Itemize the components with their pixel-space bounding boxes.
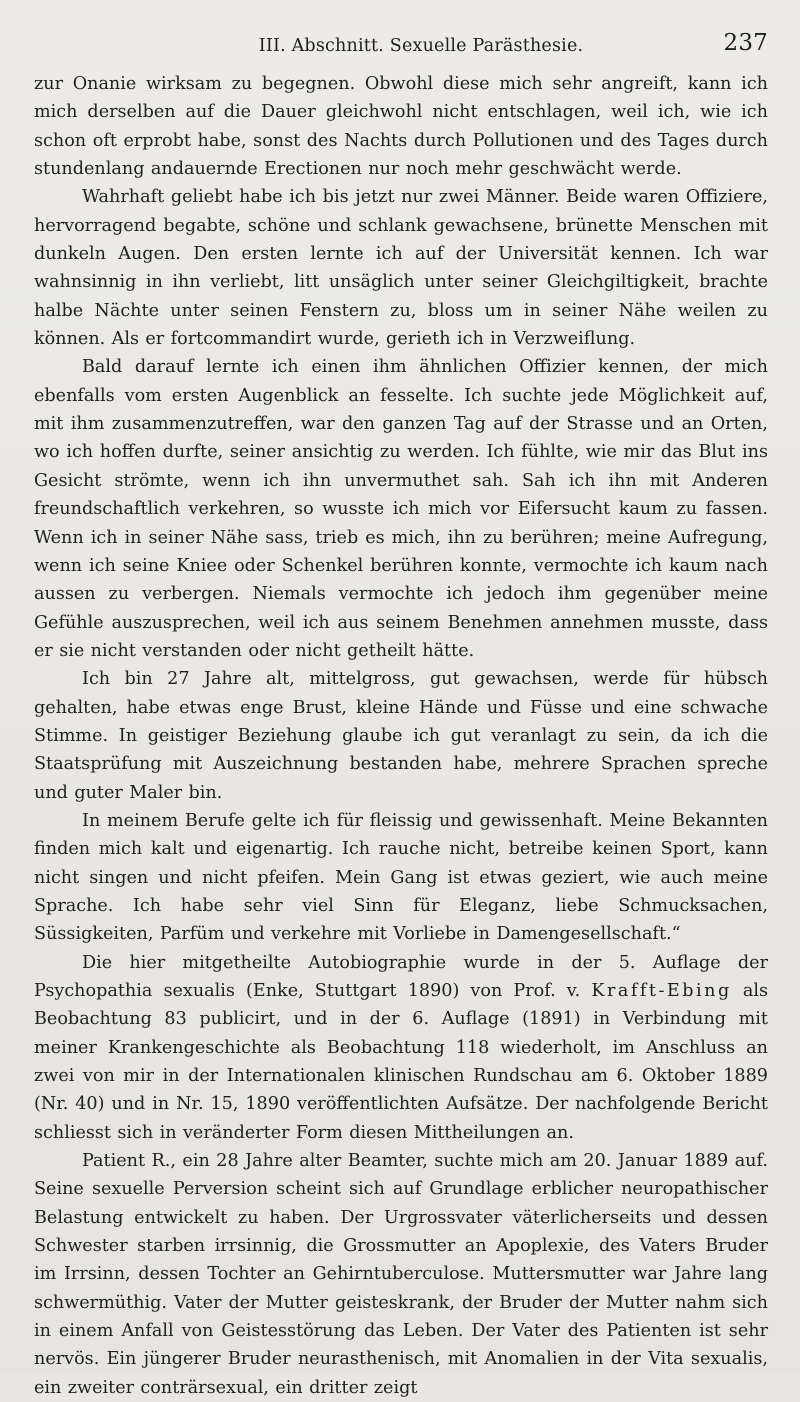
paragraph: Bald darauf lernte ich einen ihm ähnlichen Offizier kennen, der mich ebenfalls vom ersten Augenblick an fesselte. Ich suchte jede Möglichkeit auf, mit ihm zusammenzutreffen, war den ganzen Tag auf der Strasse und an Orten, wo ich hoffen durfte, seiner ansichtig zu werden. Ich fühlte, wie mir das Blut ins Gesicht strömte, wenn ich ihn unvermuthet sah. Sah ich ihn mit Anderen freundschaftlich verkehren, so wusste ich mich vor Eifersucht kaum zu fassen. Wenn ich in seiner Nähe sass, trieb es mich, ihn zu berühren; meine Aufregung, wenn ich seine Kniee oder Schenkel berühren konnte, vermochte ich kaum nach aussen zu verbergen. Niemals vermochte ich jedoch ihm gegenüber meine Gefühle auszusprechen, weil ich aus seinem Benehmen annehmen musste, dass er sie nicht verstanden oder nicht getheilt hätte. bbox=[34, 357, 768, 661]
author-name: Krafft-Ebing bbox=[591, 981, 732, 1001]
paragraph: Wahrhaft geliebt habe ich bis jetzt nur zwei Männer. Beide waren Offiziere, hervorragend begabte, schöne und schlank gewachsene, brünette Menschen mit dunkeln Augen. Den ersten lernte ich auf der Universität kennen. Ich war wahnsinnig in ihn verliebt, litt unsäglich unter seiner Gleichgiltigkeit, brachte halbe Nächte unter seinen Fenstern zu, bloss um in seiner Nähe weilen zu können. Als er fortcommandirt wurde, gerieth ich in Verzweiflung. bbox=[34, 187, 768, 350]
patient-paragraph: Patient R., ein 28 Jahre alter Beamter, suchte mich am 20. Januar 1889 auf. Seine sexuelle Perversion scheint sich auf Grundlage erblicher neuropathischer Belastung entwickelt zu haben. Der Urgrossvater väterlicherseits und dessen Schwester starben irrsinnig, die Grossmutter an Apoplexie, des Vaters Bruder im Irrsinn, dessen Tochter an Gehirntuberculose. Muttersmutter war Jahre lang schwermüthig. Vater der Mutter geisteskrank, der Bruder der Mutter nahm sich in einem Anfall von Geistesstörung das Leben. Der Vater des Patienten ist sehr nervös. Ein jüngerer Bruder neurasthenisch, mit Anomalien in der Vita sexualis, ein zweiter conträrsexual, ein dritter zeigt bbox=[34, 1151, 768, 1398]
paragraph: Ich bin 27 Jahre alt, mittelgross, gut gewachsen, werde für hübsch gehalten, habe etwas enge Brust, kleine Hände und Füsse und eine schwache Stimme. In geistiger Beziehung glaube ich gut veranlagt zu sein, da ich die Staatsprüfung mit Auszeichnung bestanden habe, mehrere Sprachen spreche und guter Maler bin. bbox=[34, 669, 768, 803]
page-body bbox=[34, 70, 768, 1402]
citation-text: Die hier mitgetheilte Autobiographie wurde in der 5. Auflage der Psychopathia sexualis (Enke, Stuttgart 1890) von Prof. v. bbox=[34, 952, 768, 1001]
running-head bbox=[34, 30, 768, 70]
paragraph: In meinem Berufe gelte ich für fleissig und gewissenhaft. Meine Bekannten finden mich kalt und eigenartig. Ich rauche nicht, betreibe keinen Sport, kann nicht singen und nicht pfeifen. Mein Gang ist etwas geziert, wie auch meine Sprache. Ich habe sehr viel Sinn für Eleganz, liebe Schmucksachen, Süssigkeiten, Parfüm und verkehre mit Vorliebe in Damengesellschaft.“ bbox=[34, 810, 768, 945]
section-title: III. Abschnitt. Sexuelle Parästhesie. bbox=[258, 36, 584, 56]
page-number: 237 bbox=[723, 30, 768, 56]
citation-paragraph bbox=[34, 949, 768, 1147]
citation-text: als Beobachtung 83 publicirt, und in der 6. Auflage (1891) in Verbindung mit meiner Krankengeschichte als Beobachtung 118 wiederholt, im Anschluss an zwei von mir in der Internationalen klinischen Rundschau am 6. Oktober 1889 (Nr. 40) und in Nr. 15, 1890 veröffentlichten Aufsätze. Der nachfolgende Bericht schliesst sich in veränderter Form diesen Mittheilungen an. bbox=[34, 981, 768, 1143]
paragraph-continued: zur Onanie wirksam zu begegnen. Obwohl diese mich sehr angreift, kann ich mich derselben auf die Dauer gleichwohl nicht entschlagen, weil ich, wie ich schon oft erprobt habe, sonst des Nachts durch Pollutionen und des Tages durch stundenlang andauernde Erectionen nur noch mehr geschwächt werde. bbox=[34, 74, 768, 180]
